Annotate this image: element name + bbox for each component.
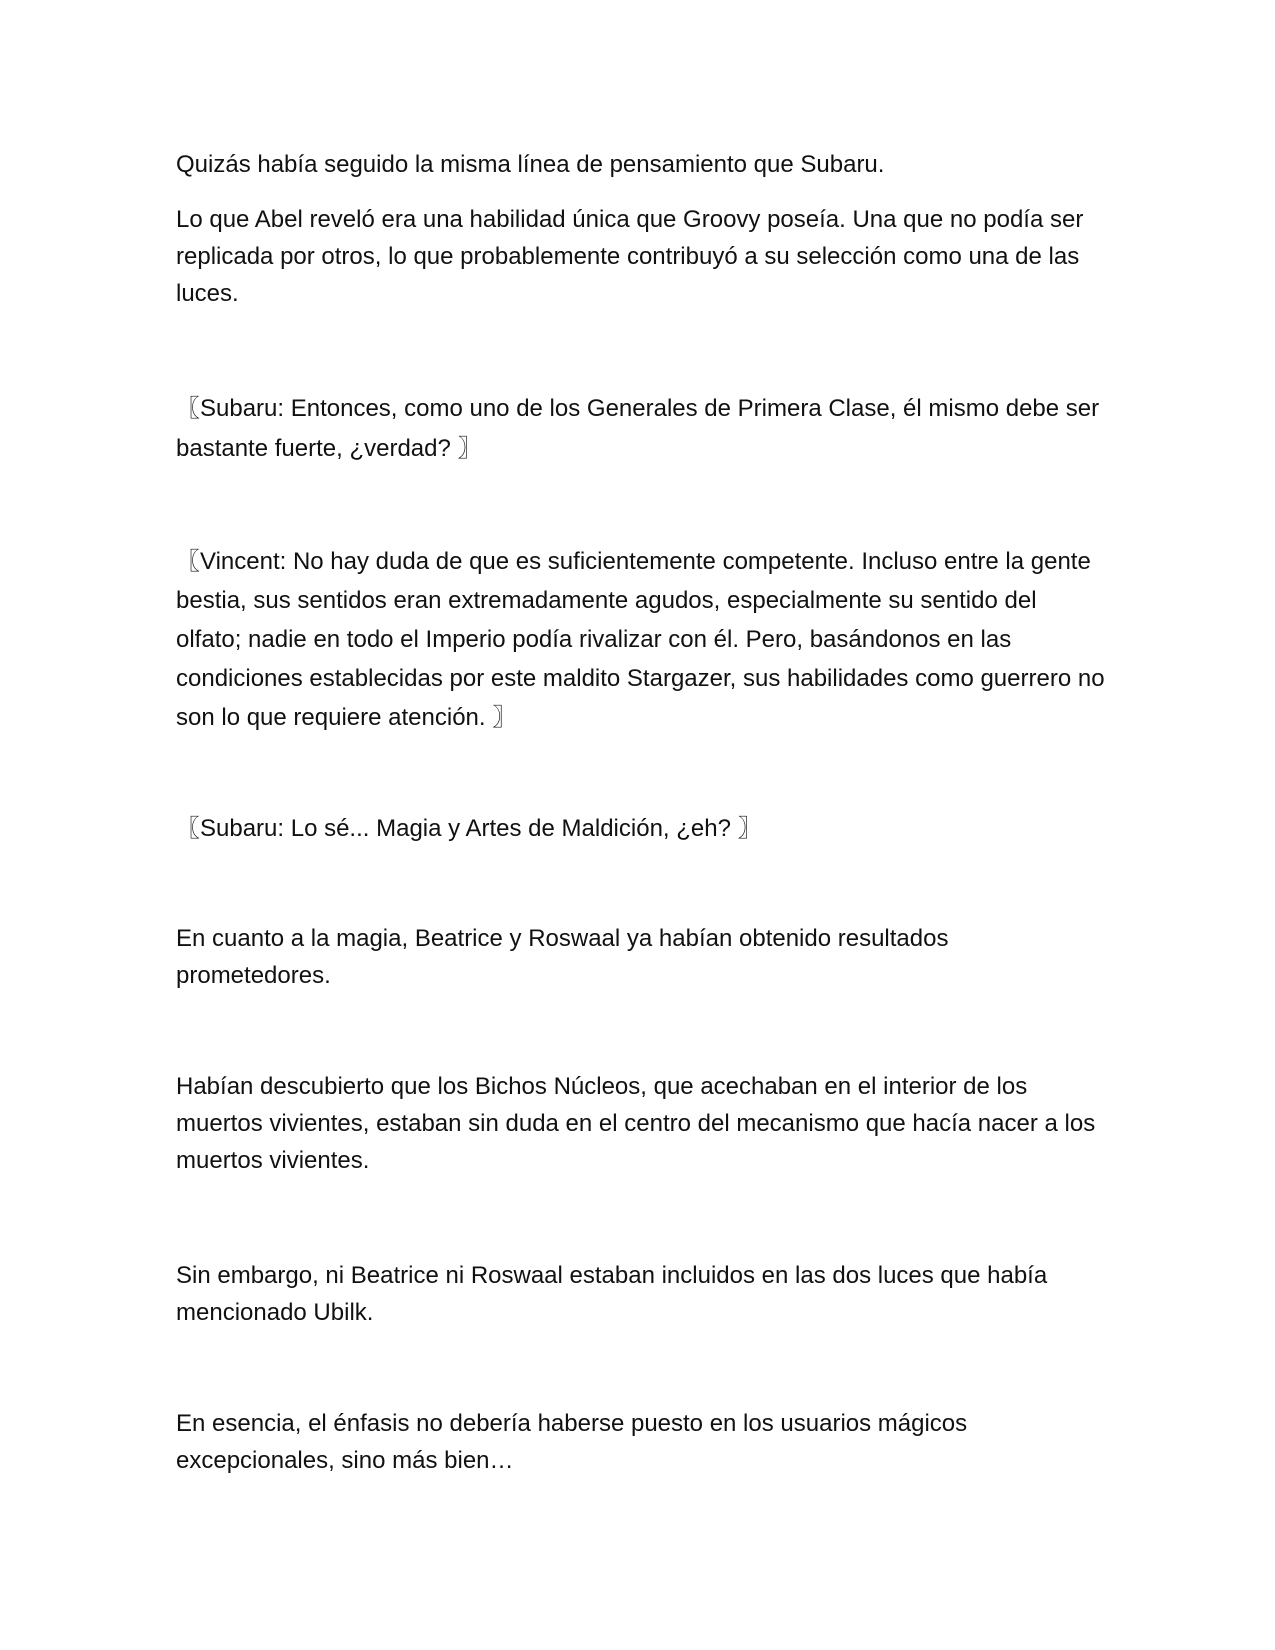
dialogue-vincent: 〖Vincent: No hay duda de que es suficientemente competente. Incluso entre la gente bestia, sus sentidos eran extremadamente agudos, especialmente su sentido del olfato; nadie en todo el Imperio podía rivalizar con él. Pero, basándonos en las condiciones establecidas por este maldito Stargazer, sus habilidades como guerrero no son lo que requiere atención. 〗 [176, 548, 1105, 731]
paragraph-1: Quizás había seguido la misma línea de pensamiento que Subaru. [176, 151, 885, 178]
dialogue-subaru-1: 〖Subaru: Entonces, como uno de los Generales de Primera Clase, él mismo debe ser bastante fuerte, ¿verdad? 〗 [176, 395, 1100, 462]
paragraph-essence: En esencia, el énfasis no debería haberse puesto en los usuarios mágicos excepcionales, sino más bien… [176, 1410, 968, 1474]
paragraph-2: Lo que Abel reveló era una habilidad única que Groovy poseía. Una que no podía ser replicada por otros, lo que probablemente contribuyó a su selección como una de las luces. [176, 206, 1084, 307]
paragraph-core-bugs: Habían descubierto que los Bichos Núcleos, que acechaban en el interior de los muertos vivientes, estaban sin duda en el centro del mecanismo que hacía nacer a los muertos vivientes. [176, 1073, 1096, 1174]
paragraph-lights: Sin embargo, ni Beatrice ni Roswaal estaban incluidos en las dos luces que había mencionado Ubilk. [176, 1262, 1048, 1326]
dialogue-subaru-2: 〖Subaru: Lo sé... Magia y Artes de Maldición, ¿eh? 〗 [176, 815, 762, 842]
paragraph-magic: En cuanto a la magia, Beatrice y Roswaal ya habían obtenido resultados prometedores. [176, 925, 949, 989]
